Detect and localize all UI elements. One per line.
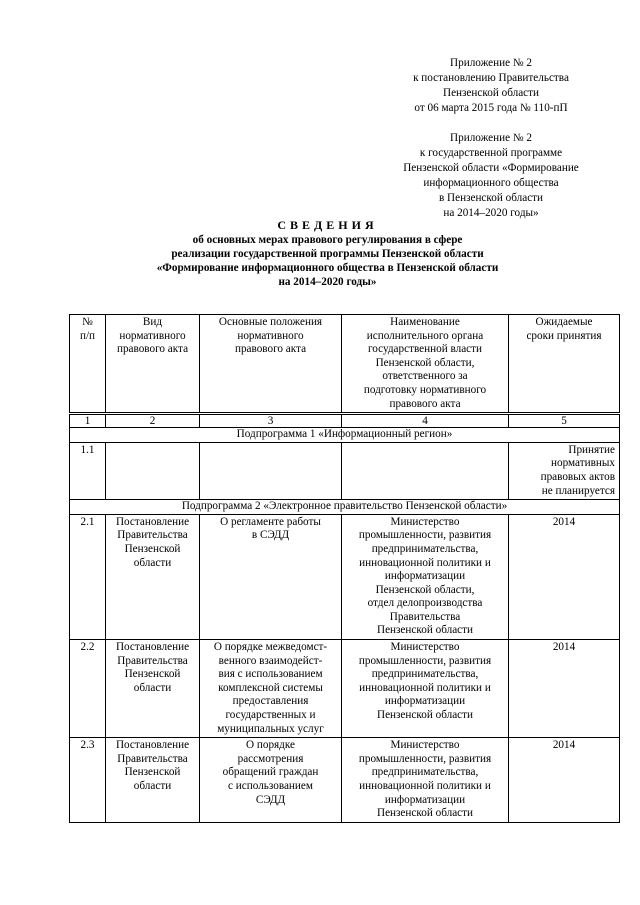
title-line: на 2014–2020 годы» — [278, 276, 377, 288]
measures-table — [69, 314, 620, 823]
title-heading: СВЕДЕНИЯ — [277, 218, 378, 232]
row-provisions: О порядке рассмотрения обращений граждан с использованием СЭДД — [200, 738, 342, 823]
appendix-line: Пензенской области — [442, 87, 539, 99]
header-act-type: Вид нормативного правового акта — [106, 315, 200, 414]
col-number: 1 — [70, 414, 106, 428]
title-line: реализации государственной программы Пензенской области — [171, 248, 484, 260]
row-num: 2.2 — [70, 640, 106, 738]
row-num: 2.1 — [70, 514, 106, 639]
row-provisions: О регламенте работы в СЭДД — [200, 514, 342, 639]
col-number: 3 — [200, 414, 342, 428]
appendix-line: информационного общества — [423, 177, 559, 189]
row-act-type: Постановление Правительства Пензенской области — [106, 514, 200, 639]
title-line: «Формирование информационного общества в Пензенской области — [156, 262, 499, 274]
header-term: Ожидаемые сроки принятия — [509, 315, 620, 414]
row-act-type: Постановление Правительства Пензенской области — [106, 738, 200, 823]
table-row — [70, 514, 620, 639]
row-term: 2014 — [509, 640, 620, 738]
table-row — [70, 442, 620, 499]
header-provisions: Основные положения нормативного правового акта — [200, 315, 342, 414]
subprogram-2-title: Подпрограмма 2 «Электронное правительство Пензенской области» — [70, 500, 620, 515]
col-number: 5 — [509, 414, 620, 428]
row-term: 2014 — [509, 514, 620, 639]
header-organ: Наименование исполнительного органа государственной власти Пензенской области, ответственного за подготовку нормативного правового акта — [342, 315, 509, 414]
appendix-line: Пензенской области «Формирование — [403, 162, 579, 174]
table-header-row — [70, 315, 620, 414]
row-term: 2014 — [509, 738, 620, 823]
header-num: № п/п — [70, 315, 106, 414]
appendix-line: в Пензенской области — [438, 192, 544, 204]
appendix-line: Приложение № 2 — [450, 132, 532, 144]
col-number: 2 — [106, 414, 200, 428]
appendix-line: к постановлению Правительства — [413, 72, 569, 84]
row-organ: Министерство промышленности, развития предпринимательства, инновационной политики и информатизации Пензенской области — [342, 640, 509, 738]
row-provisions: О порядке межведомст- венного взаимодейст- вия с использованием комплексной системы предоставления государственных и муниципальных услуг — [200, 640, 342, 738]
row-num: 1.1 — [70, 442, 106, 499]
appendix-block-program — [372, 131, 610, 221]
appendix-line: на 2014–2020 годы» — [443, 207, 539, 219]
subprogram-1-title: Подпрограмма 1 «Информационный регион» — [70, 428, 620, 443]
section-row — [70, 428, 620, 443]
row-act-type — [106, 442, 200, 499]
document-title — [60, 218, 595, 289]
table-row — [70, 640, 620, 738]
appendix-line: к государственной программе — [419, 147, 563, 159]
appendix-line: Приложение № 2 — [450, 57, 532, 69]
row-num: 2.3 — [70, 738, 106, 823]
row-act-type: Постановление Правительства Пензенской области — [106, 640, 200, 738]
appendix-block-decree — [372, 56, 610, 116]
column-number-row — [70, 414, 620, 428]
appendix-line: от 06 марта 2015 года № 110-пП — [414, 102, 568, 114]
row-provisions — [200, 442, 342, 499]
table-row — [70, 738, 620, 823]
section-row — [70, 500, 620, 515]
row-organ — [342, 442, 509, 499]
col-number: 4 — [342, 414, 509, 428]
row-organ: Министерство промышленности, развития предпринимательства, инновационной политики и информатизации Пензенской области — [342, 738, 509, 823]
row-organ: Министерство промышленности, развития предпринимательства, инновационной политики и информатизации Пензенской области, отдел делопроизводства Правительства Пензенской области — [342, 514, 509, 639]
row-term: Принятие нормативных правовых актов не планируется — [509, 442, 620, 499]
title-line: об основных мерах правового регулирования в сфере — [192, 234, 463, 246]
